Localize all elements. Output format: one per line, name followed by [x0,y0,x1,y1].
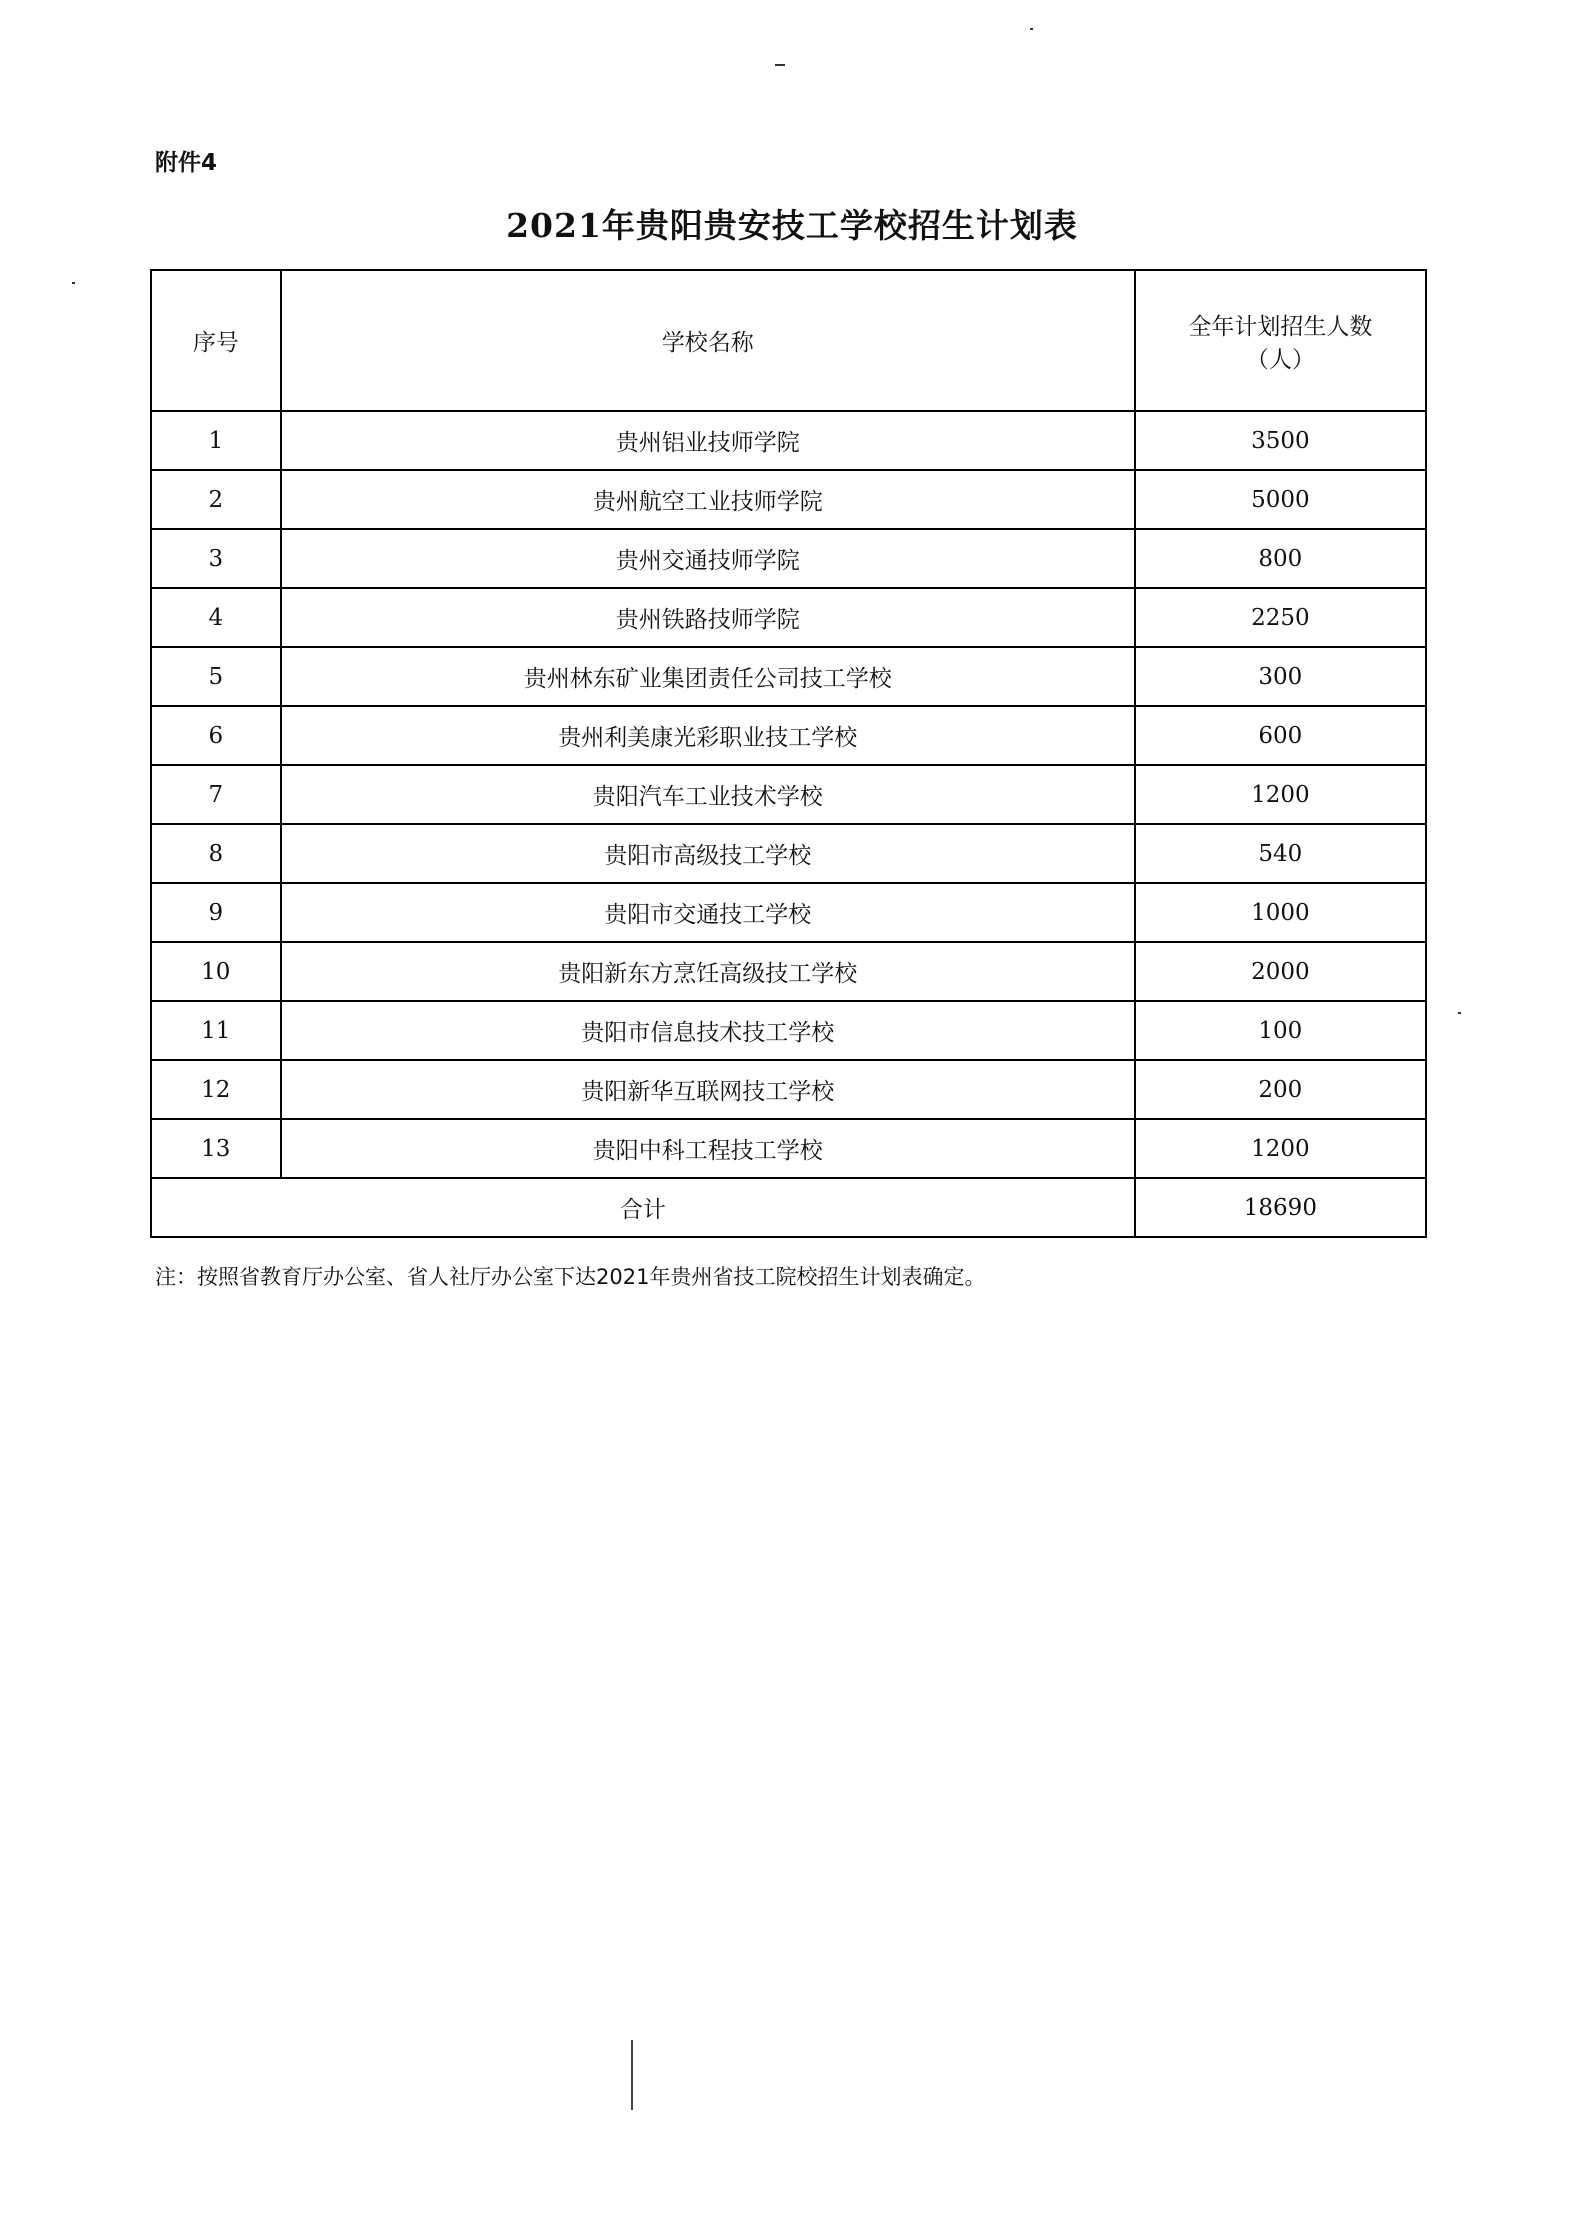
scan-speck [1030,28,1033,30]
row-quota: 300 [1135,647,1426,706]
row-school-name: 贵阳市交通技工学校 [281,883,1135,942]
header-school-name: 学校名称 [281,270,1135,411]
row-index: 9 [151,883,281,942]
total-label: 合计 [151,1178,1135,1237]
row-school-name: 贵州铁路技师学院 [281,588,1135,647]
row-index: 11 [151,1001,281,1060]
row-quota: 540 [1135,824,1426,883]
row-quota: 5000 [1135,470,1426,529]
page-title: 2021年贵阳贵安技工学校招生计划表 [506,206,1078,245]
table-row [151,470,1426,529]
scan-line-artifact [631,2040,633,2110]
table-row [151,1060,1426,1119]
row-school-name: 贵州航空工业技师学院 [281,470,1135,529]
row-index: 4 [151,588,281,647]
row-school-name: 贵阳中科工程技工学校 [281,1119,1135,1178]
table-row [151,588,1426,647]
table-row [151,1001,1426,1060]
table-total-row [151,1178,1426,1237]
row-quota: 2000 [1135,942,1426,1001]
row-index: 7 [151,765,281,824]
row-quota: 1000 [1135,883,1426,942]
table-row [151,1119,1426,1178]
row-quota: 100 [1135,1001,1426,1060]
table-row [151,647,1426,706]
row-school-name: 贵州林东矿业集团责任公司技工学校 [281,647,1135,706]
row-quota: 800 [1135,529,1426,588]
attachment-label: 附件4 [155,150,218,176]
row-index: 3 [151,529,281,588]
row-school-name: 贵阳新华互联网技工学校 [281,1060,1135,1119]
row-index: 13 [151,1119,281,1178]
scan-speck [72,282,75,284]
table-row [151,824,1426,883]
row-school-name: 贵州交通技师学院 [281,529,1135,588]
row-index: 6 [151,706,281,765]
row-quota: 2250 [1135,588,1426,647]
row-school-name: 贵阳汽车工业技术学校 [281,765,1135,824]
row-school-name: 贵州铝业技师学院 [281,411,1135,470]
enrollment-plan-table [150,269,1427,1238]
row-index: 5 [151,647,281,706]
row-index: 10 [151,942,281,1001]
table-header-row [151,270,1426,411]
footnote: 注：按照省教育厅办公室、省人社厅办公室下达2021年贵州省技工院校招生计划表确定。 [155,1265,986,1289]
table-row [151,765,1426,824]
row-quota: 3500 [1135,411,1426,470]
scan-speck [1458,1012,1461,1014]
row-school-name: 贵阳新东方烹饪高级技工学校 [281,942,1135,1001]
row-school-name: 贵州利美康光彩职业技工学校 [281,706,1135,765]
table-row [151,529,1426,588]
table-row [151,411,1426,470]
row-index: 8 [151,824,281,883]
table-row [151,706,1426,765]
row-quota: 600 [1135,706,1426,765]
header-annual-quota [1135,270,1426,411]
row-quota: 1200 [1135,765,1426,824]
total-quota: 18690 [1135,1178,1426,1237]
scan-speck [775,64,785,66]
table-row [151,942,1426,1001]
header-quota-line1: 全年计划招生人数 [1188,313,1373,340]
row-school-name: 贵阳市信息技术技工学校 [281,1001,1135,1060]
table-row [151,883,1426,942]
row-school-name: 贵阳市高级技工学校 [281,824,1135,883]
row-quota: 1200 [1135,1119,1426,1178]
header-index: 序号 [151,270,281,411]
row-quota: 200 [1135,1060,1426,1119]
header-quota-line2: （人） [1245,346,1315,373]
row-index: 12 [151,1060,281,1119]
row-index: 2 [151,470,281,529]
row-index: 1 [151,411,281,470]
